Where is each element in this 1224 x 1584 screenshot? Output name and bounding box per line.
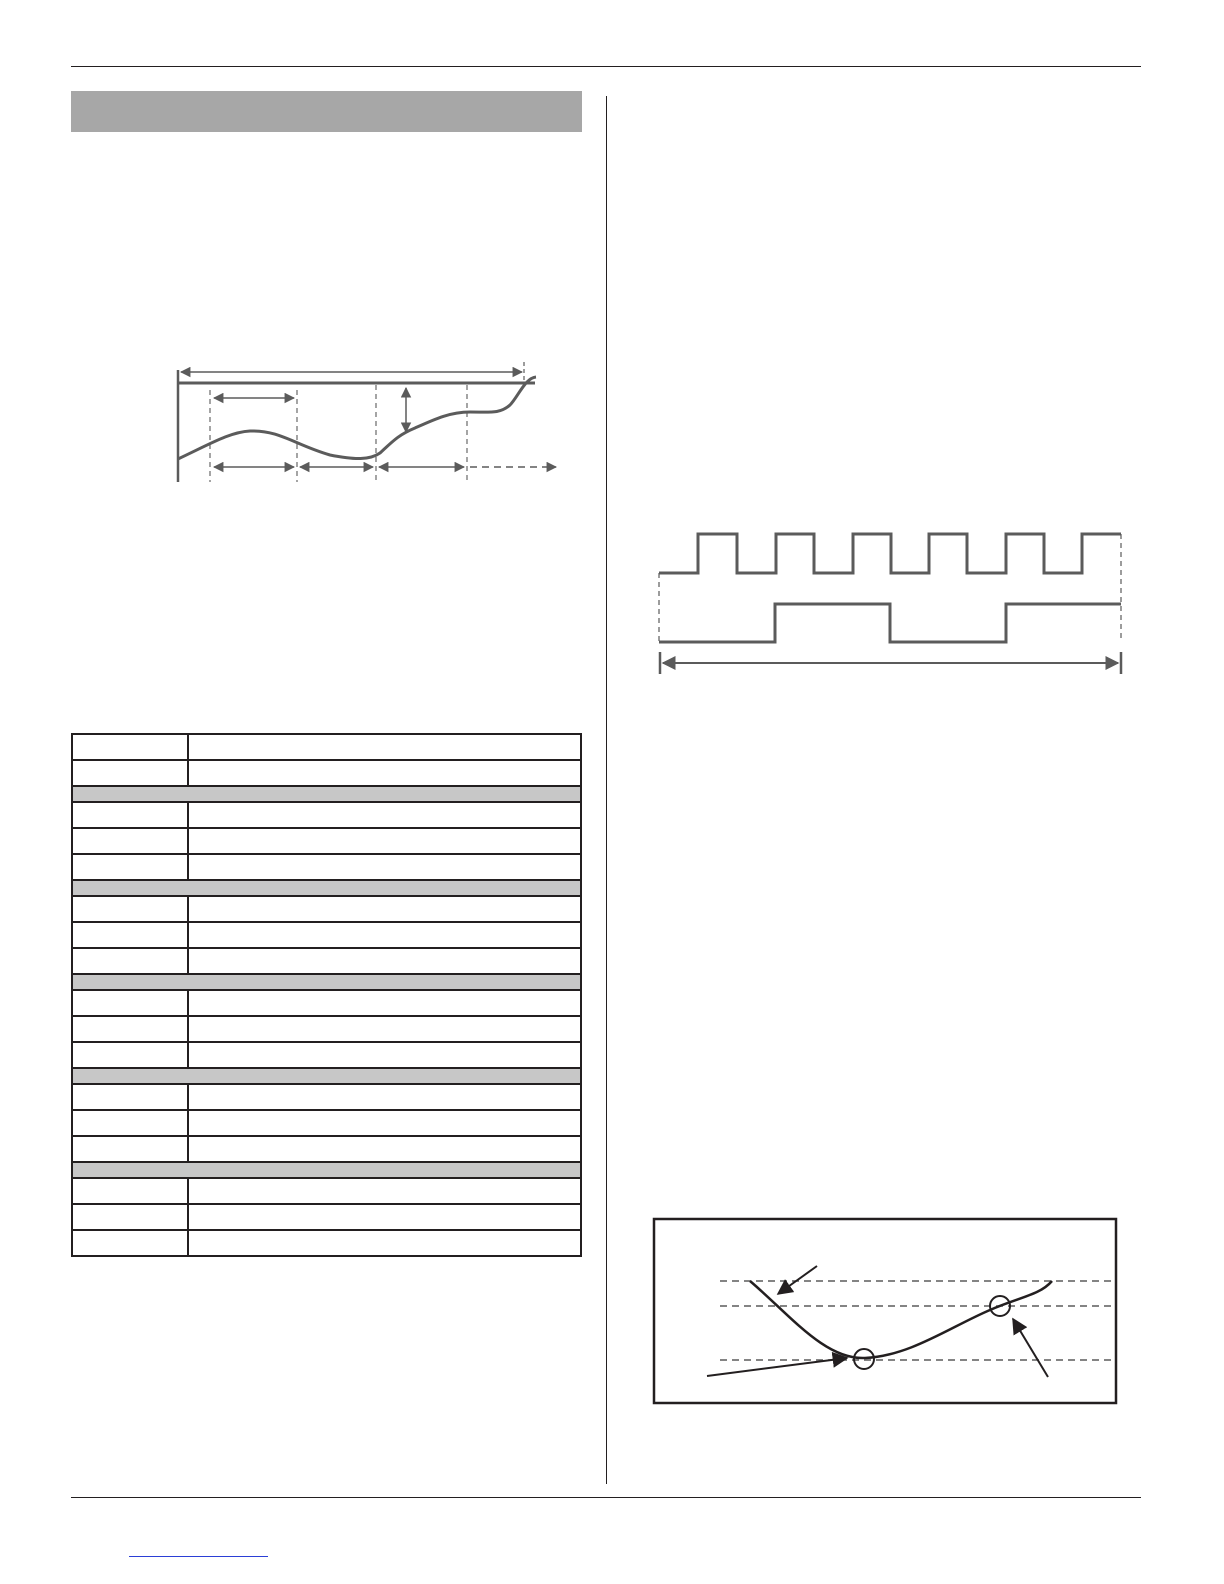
table-cell-value	[188, 922, 581, 948]
table-cell-key	[72, 1042, 188, 1068]
table-cell-value	[188, 1204, 581, 1230]
table-cell-value	[188, 990, 581, 1016]
table-row	[72, 1136, 581, 1162]
spec-table	[71, 733, 582, 1257]
table-row	[72, 922, 581, 948]
table-cell-value	[188, 1084, 581, 1110]
table-row	[72, 1178, 581, 1204]
table-row	[72, 1084, 581, 1110]
group-heading	[72, 1162, 581, 1178]
table-cell-key	[72, 1016, 188, 1042]
table-group-header	[72, 1162, 581, 1178]
table-cell-value	[188, 1136, 581, 1162]
group-heading	[72, 1068, 581, 1084]
table-row	[72, 854, 581, 880]
table-group-header	[72, 974, 581, 990]
table-row	[72, 1204, 581, 1230]
fast-pulse-signal	[659, 534, 1121, 573]
table-row	[72, 1230, 581, 1256]
table-cell-key	[72, 802, 188, 828]
table-cell-value	[188, 1042, 581, 1068]
table-cell-value	[188, 1016, 581, 1042]
table-cell-value	[188, 802, 581, 828]
table-cell-value	[188, 1230, 581, 1256]
table-cell-key	[72, 948, 188, 974]
table-cell-key	[72, 896, 188, 922]
table-cell-key	[72, 734, 188, 760]
table-cell-value	[188, 948, 581, 974]
slow-pulse-signal	[659, 604, 1121, 642]
table-cell-key	[72, 1204, 188, 1230]
table-row	[72, 802, 581, 828]
table-cell-key	[72, 1110, 188, 1136]
table-cell-key	[72, 990, 188, 1016]
table-row	[72, 734, 581, 760]
column-divider	[606, 96, 607, 1484]
threshold-curve-diagram	[650, 1215, 1120, 1407]
group-heading	[72, 786, 581, 802]
table-row	[72, 760, 581, 786]
table-row	[72, 1110, 581, 1136]
table-cell-value	[188, 828, 581, 854]
table-cell-key	[72, 1178, 188, 1204]
table-cell-key	[72, 1230, 188, 1256]
table-group-header	[72, 786, 581, 802]
table-row	[72, 1016, 581, 1042]
table-cell-key	[72, 1136, 188, 1162]
table-cell-key	[72, 922, 188, 948]
section-heading-bar	[71, 91, 582, 132]
table-row	[72, 896, 581, 922]
table-cell-value	[188, 1178, 581, 1204]
table-cell-value	[188, 760, 581, 786]
timing-diagram	[170, 360, 570, 485]
table-cell-value	[188, 854, 581, 880]
group-heading	[72, 880, 581, 896]
table-group-header	[72, 1068, 581, 1084]
waveform-curve	[178, 377, 536, 459]
header-rule	[71, 66, 1141, 67]
pulse-train-diagram	[652, 526, 1132, 678]
group-heading	[72, 974, 581, 990]
footer-link[interactable]	[129, 1556, 268, 1557]
table-cell-value	[188, 896, 581, 922]
table-cell-key	[72, 760, 188, 786]
table-row	[72, 948, 581, 974]
table-cell-value	[188, 1110, 581, 1136]
table-row	[72, 828, 581, 854]
table-group-header	[72, 880, 581, 896]
timing-axes	[178, 370, 535, 482]
table-cell-key	[72, 828, 188, 854]
table-cell-value	[188, 734, 581, 760]
table-cell-key	[72, 854, 188, 880]
footer-rule	[71, 1497, 1141, 1498]
response-curve	[750, 1281, 1052, 1358]
table-row	[72, 990, 581, 1016]
table-cell-key	[72, 1084, 188, 1110]
table-row	[72, 1042, 581, 1068]
